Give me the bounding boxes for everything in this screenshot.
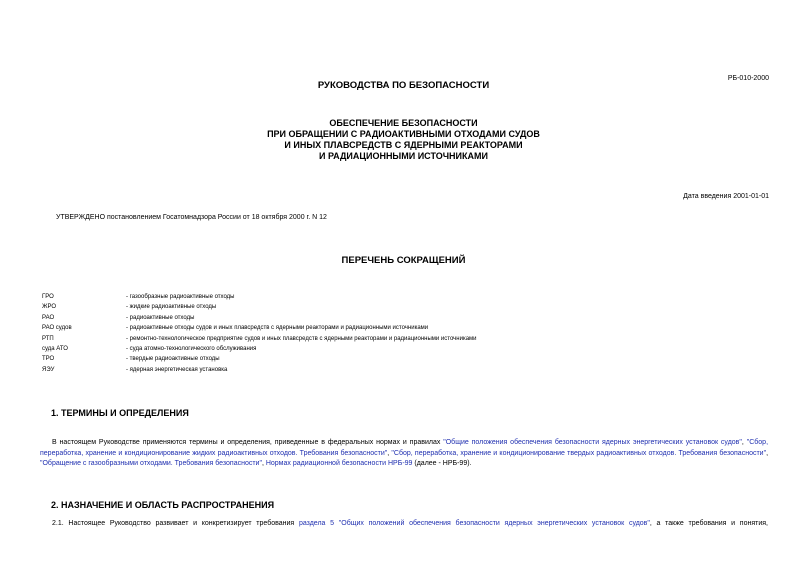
link-general-provisions[interactable]: "Общие положения обеспечения безопасности ядерных энергетических установок судов" [443, 439, 742, 446]
section-2-paragraph [40, 519, 768, 530]
abbreviation-description: - твердые радиоактивные отходы [126, 356, 220, 363]
abbreviation-code: РАО судов [42, 325, 72, 332]
separator: , [741, 439, 747, 446]
paragraph-text: 2.1. Настоящее Руководство развивает и конкретизирует требования [52, 520, 299, 527]
abbreviation-row [42, 304, 477, 314]
abbreviation-description: - жидкие радиоактивные отходы [126, 304, 217, 311]
abbreviation-code: ГРО [42, 294, 54, 300]
abbreviation-description: - радиоактивные отходы судов и иных плавсредств с ядерными реакторами и радиационными источниками [126, 325, 429, 332]
abbreviation-code: РАО [42, 314, 55, 321]
title-line: ОБЕСПЕЧЕНИЕ БЕЗОПАСНОСТИ [329, 118, 478, 128]
abbreviation-row [42, 367, 477, 377]
link-gaseous-waste-rules[interactable]: "Обращение с газообразными отходами. Требования безопасности" [40, 460, 262, 467]
abbreviation-code: ТРО [42, 356, 55, 363]
abbreviations-heading: ПЕРЕЧЕНЬ СОКРАЩЕНИЙ [341, 255, 466, 266]
abbreviation-row [42, 346, 477, 356]
abbreviations-list [42, 294, 477, 377]
separator: , [261, 460, 266, 467]
abbreviation-description: - радиоактивные отходы [126, 314, 195, 321]
section-1-heading: 1. ТЕРМИНЫ И ОПРЕДЕЛЕНИЯ [51, 408, 189, 418]
abbreviation-row [42, 356, 477, 366]
title-line: И РАДИАЦИОННЫМИ ИСТОЧНИКАМИ [319, 151, 488, 161]
link-section-5[interactable]: раздела 5 "Общих положений обеспечения безопасности ядерных энергетических установок судов" [298, 520, 650, 527]
abbreviation-code: ЯЭУ [42, 366, 55, 373]
paragraph-text: , а также требования и понятия, [649, 520, 768, 527]
link-nrb-99[interactable]: Нормах радиационной безопасности НРБ-99 [265, 460, 413, 467]
abbreviation-description: - ядерная энергетическая установка [126, 366, 228, 373]
title-line: ПРИ ОБРАЩЕНИИ С РАДИОАКТИВНЫМИ ОТХОДАМИ СУДОВ [267, 129, 540, 139]
document-series-title: РУКОВОДСТВА ПО БЕЗОПАСНОСТИ [317, 80, 490, 91]
approval-statement: УТВЕРЖДЕНО постановлением Госатомнадзора России от 18 октября 2000 г. N 12 [56, 214, 327, 221]
paragraph-text: (далее - НРБ-99). [412, 460, 472, 467]
introduction-date: Дата введения 2001-01-01 [683, 193, 769, 200]
link-solid-waste-rules[interactable]: "Сбор, переработка, хранение и кондиционирование твердых радиоактивных отходов. Требования безопасности" [391, 449, 767, 457]
abbreviation-code: суда АТО [42, 345, 68, 352]
abbreviation-code: ЖРО [42, 304, 57, 311]
abbreviation-description: - газообразные радиоактивные отходы [126, 294, 235, 300]
abbreviation-row [42, 294, 477, 304]
abbreviation-row [42, 315, 477, 325]
title-line: И ИНЫХ ПЛАВСРЕДСТВ С ЯДЕРНЫМИ РЕАКТОРАМИ [284, 140, 523, 150]
separator: , [766, 449, 769, 457]
abbreviation-code: РТП [42, 335, 54, 342]
section-1-paragraph [40, 438, 768, 470]
paragraph-text: В настоящем Руководстве применяются термины и определения, приведенные в федеральных нормах и правилах [52, 439, 444, 446]
link-liquid-waste-rules[interactable]: "Сбор, переработка, хранение и кондиционирование жидких радиоактивных отходов. Требования безопасности" [40, 439, 769, 457]
abbreviation-description: - суда атомно-технологического обслуживания [126, 345, 257, 352]
document-code: РБ-010-2000 [727, 75, 769, 82]
abbreviation-row [42, 336, 477, 346]
abbreviation-description: - ремонтно-технологическое предприятие судов и иных плавсредств с ядерными реакторами и радиационными источниками [126, 335, 477, 342]
document-title [0, 118, 807, 162]
separator: , [387, 449, 392, 457]
abbreviation-row [42, 325, 477, 335]
section-2-heading: 2. НАЗНАЧЕНИЕ И ОБЛАСТЬ РАСПРОСТРАНЕНИЯ [51, 500, 275, 510]
